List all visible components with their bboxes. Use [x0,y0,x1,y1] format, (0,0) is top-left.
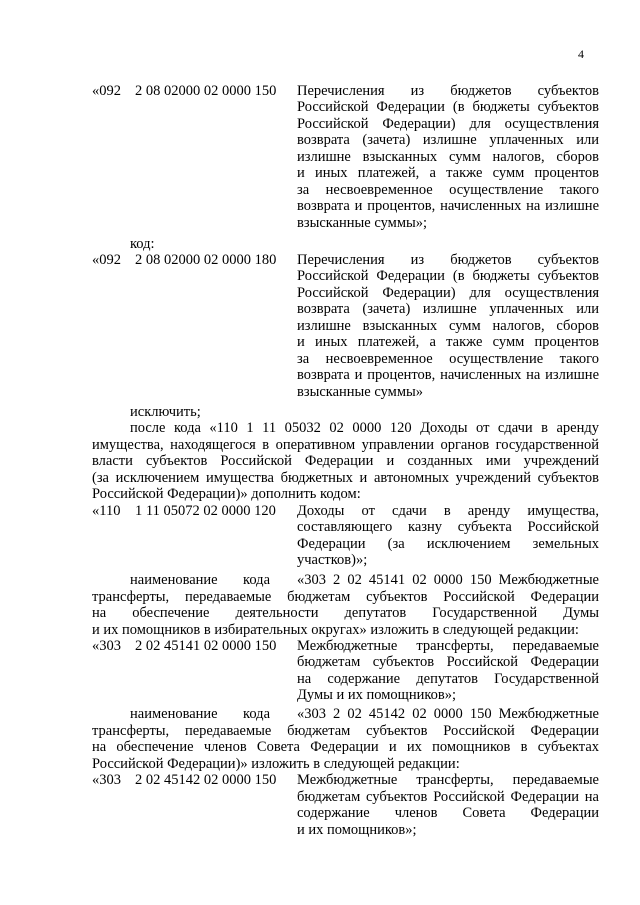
text-line: Российской Федерации) для осуществления [297,285,599,301]
admin-code: «303 [92,772,121,788]
text-line: участков)»; [297,552,368,568]
budget-code: 2 02 45142 02 0000 150 [135,772,277,788]
admin-code: «110 [92,503,121,519]
text-line: и их помощников в избирательных округах» изложить в следующей редакции: [92,622,579,638]
text-line: Перечисления из бюджетов субъектов [297,83,599,99]
text-line: на обеспечение деятельности депутатов Государственной Думы [92,605,599,621]
text-line: и иных платежей, а также сумм процентов [297,165,599,181]
text-line: бюджетам субъектов Российской Федерации [297,654,599,670]
text-line: Российской Федерации (в бюджеты субъектов [297,268,599,284]
budget-code: 2 08 02000 02 0000 150 [135,83,277,99]
text-line: Доходы от сдачи в аренду имущества, [297,503,599,519]
text-line: трансферты, передаваемые бюджетам субъектов Российской Федерации [92,723,599,739]
text-line: и их помощников»; [297,822,417,838]
text-line: возврата (зачета) излишне уплаченных или [297,132,599,148]
admin-code: «092 [92,83,121,99]
page-number: 4 [578,47,584,61]
text-line: излишне взысканных сумм налогов, сборов [297,318,599,334]
text-line: возврата и процентов, начисленных на излишне [297,367,599,383]
text-line: и иных платежей, а также сумм процентов [297,334,599,350]
admin-code: «092 [92,252,121,268]
budget-code: 2 02 45141 02 0000 150 [135,638,277,654]
text-line: Федерации (за исключением земельных [297,536,599,552]
text-line: Российской Федерации) для осуществления [297,116,599,132]
text-line: Российской Федерации)» дополнить кодом: [92,486,361,502]
text-line: Российской Федерации)» изложить в следующей редакции: [92,756,460,772]
text-line: после кода «110 1 11 05032 02 0000 120 Доходы от сдачи в аренду [130,420,599,436]
admin-code: «303 [92,638,121,654]
text-line: составляющего казну субъекта Российской [297,519,599,535]
text-line: возврата (зачета) излишне уплаченных или [297,301,599,317]
text-line: наименование кода [130,706,270,722]
text-line: Межбюджетные трансферты, передаваемые [297,638,599,654]
kod-label: код: [130,236,155,252]
budget-code: 1 11 05072 02 0000 120 [135,503,276,519]
text-line: имущества, находящегося в оперативном управлении органов государственной [92,437,599,453]
text-line: бюджетам субъектов Российской Федерации на [297,789,599,805]
text-line: взысканные суммы»; [297,215,428,231]
text-line: за несвоевременное осуществление такого [297,351,599,367]
text-line: содержание членов Совета Федерации [297,805,599,821]
exclude-label: исключить; [130,404,201,420]
text-line: возврата и процентов, начисленных на излишне [297,198,599,214]
text-line: трансферты, передаваемые бюджетам субъектов Российской Федерации [92,589,599,605]
text-line: излишне взысканных сумм налогов, сборов [297,149,599,165]
text-line: на обеспечение членов Совета Федерации и их помощников в субъектах [92,739,599,755]
text-line: Думы и их помощников»; [297,687,457,703]
text-line: за несвоевременное осуществление такого [297,182,599,198]
text-line: власти субъектов Российской Федерации и созданных ими учреждений [92,453,599,469]
text-line: взысканные суммы» [297,384,423,400]
text-line: наименование кода [130,572,270,588]
text-line: (за исключением имущества бюджетных и автономных учреждений субъектов [92,470,599,486]
text-line: «303 2 02 45142 02 0000 150 Межбюджетные [297,706,599,722]
text-line: Перечисления из бюджетов субъектов [297,252,599,268]
text-line: Межбюджетные трансферты, передаваемые [297,772,599,788]
text-line: на содержание депутатов Государственной [297,671,599,687]
text-line: «303 2 02 45141 02 0000 150 Межбюджетные [297,572,599,588]
text-line: Российской Федерации (в бюджеты субъектов [297,99,599,115]
budget-code: 2 08 02000 02 0000 180 [135,252,277,268]
